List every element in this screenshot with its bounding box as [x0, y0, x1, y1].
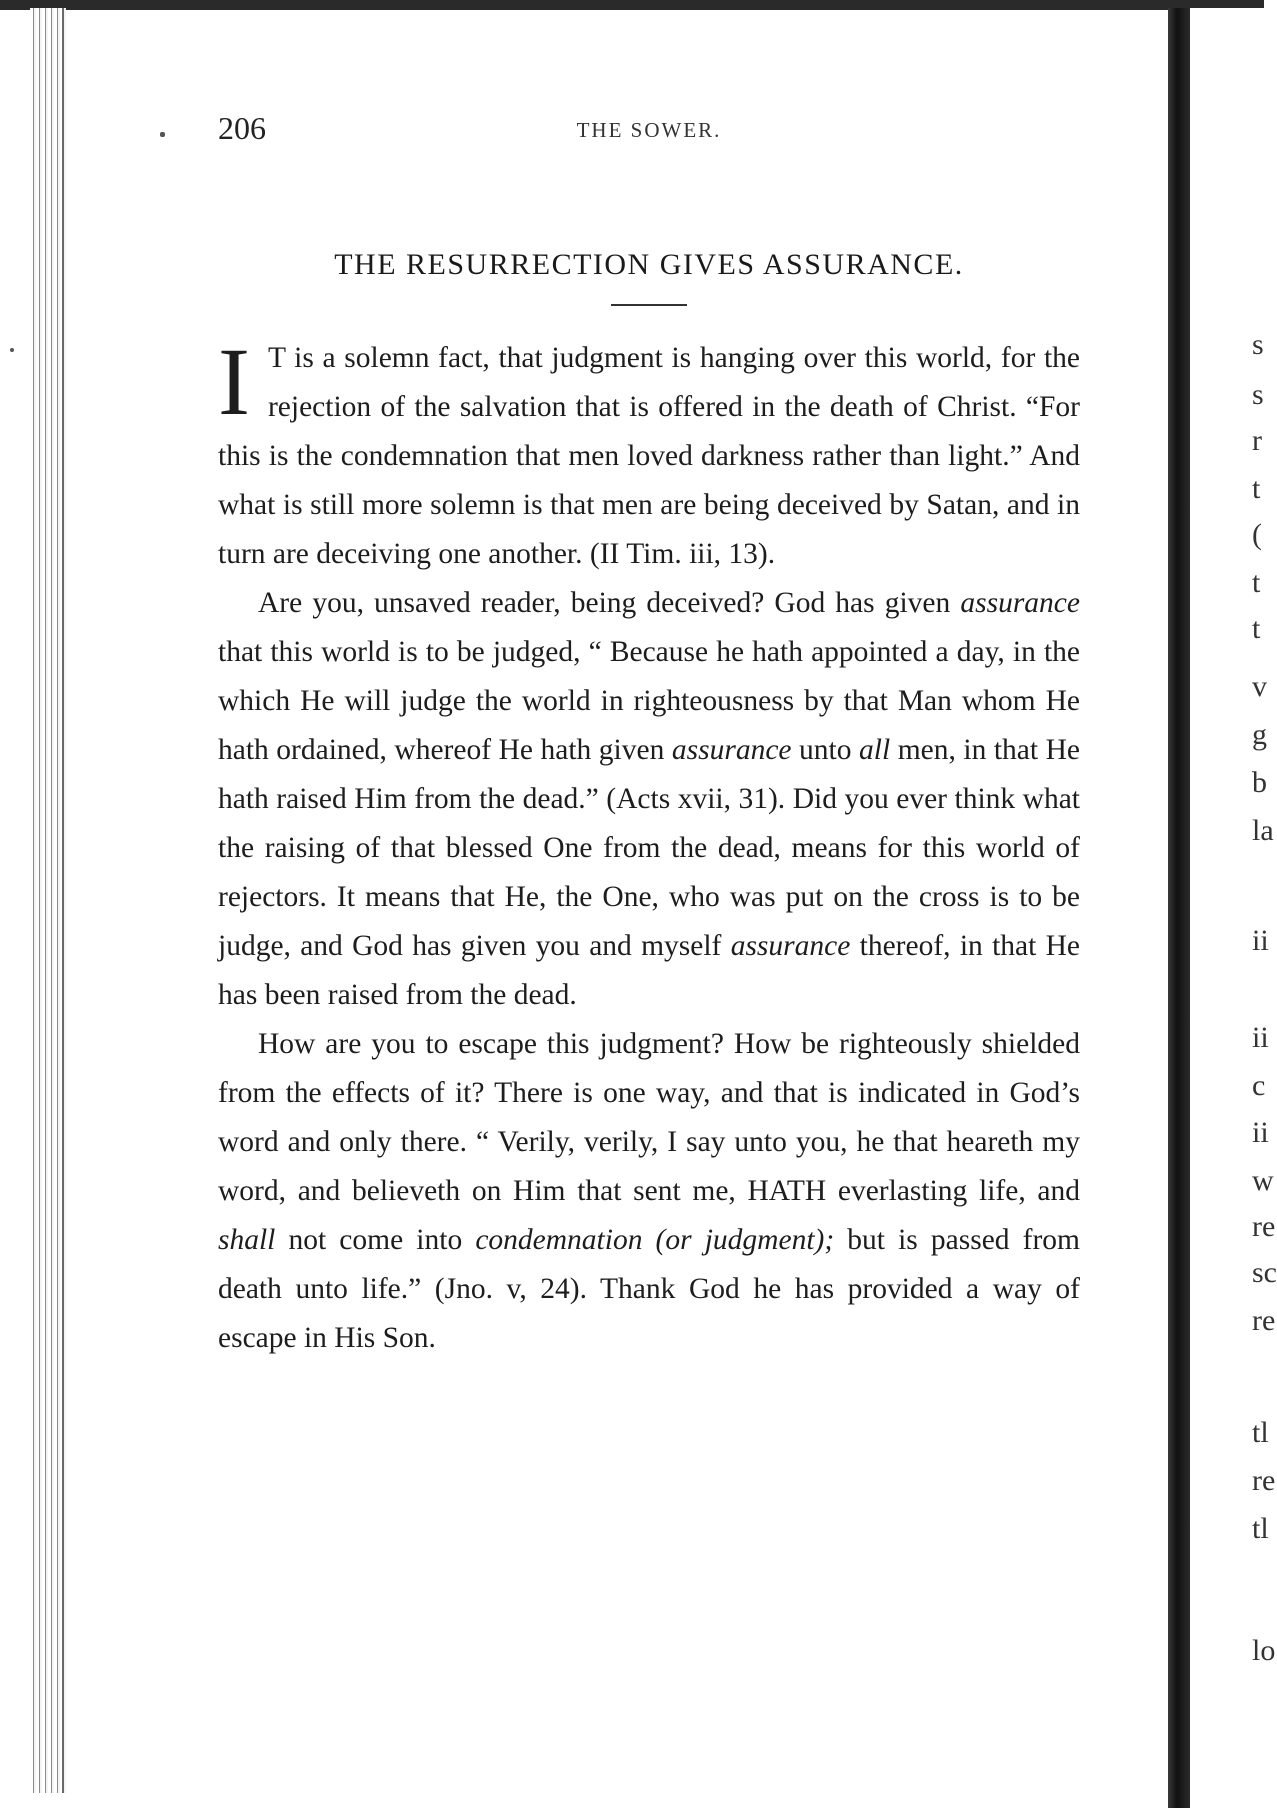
paragraph-2	[218, 579, 1080, 1020]
paragraph-text: but is passed from death unto life.” (Jno. v, 24). Thank God he has provided a way of escape in His Son.	[218, 1224, 1080, 1354]
facing-page-fragment: t	[1252, 612, 1261, 645]
emphasis-text: condemnation (or judgment);	[475, 1224, 835, 1256]
emphasis-text: assurance	[671, 734, 792, 766]
paragraph-text: that this world is to be judged, “ Because he hath appointed a day, in the which He will judge the world in righteousness by that Man whom He hath ordained, whereof He hath given	[218, 636, 1080, 766]
facing-page-fragment: re	[1252, 1210, 1276, 1243]
book-gutter	[1168, 8, 1190, 1808]
facing-page-fragment: sc	[1252, 1256, 1277, 1289]
paragraph-1-text: T is a solemn fact, that judgment is hanging over this world, for the rejection of the salvation that is offered in the death of Christ. “For this is the condemnation that men loved darkness rather than light.” And what is still more solemn is that men are being deceived by Satan, and in turn are deceiving one another. (II Tim. iii, 13).	[218, 342, 1080, 570]
paragraph-text: Are you, unsaved reader, being deceived? God has given	[258, 587, 961, 619]
facing-page-fragment: ii	[1252, 1116, 1269, 1149]
facing-page-fragment: tl	[1252, 1512, 1269, 1545]
facing-page	[1190, 8, 1277, 1808]
emphasis-text: all	[859, 734, 891, 766]
emphasis-text: assurance	[730, 930, 851, 962]
page-number: 206	[218, 110, 266, 146]
facing-page-fragment: la	[1252, 814, 1274, 847]
facing-page-fragment: w	[1252, 1164, 1274, 1197]
facing-page-fragment: re	[1252, 1464, 1276, 1497]
facing-page-fragment: t	[1252, 566, 1261, 599]
scan-speck	[160, 132, 165, 137]
running-title: THE SOWER.	[576, 118, 722, 142]
facing-page-fragment: r	[1252, 424, 1262, 457]
facing-page-fragment: v	[1252, 670, 1267, 703]
facing-page-fragment: ii	[1252, 924, 1269, 957]
paragraph-3	[218, 1020, 1080, 1363]
scan-speck	[10, 348, 14, 352]
facing-page-fragment: re	[1252, 1304, 1276, 1337]
paragraph-text: How are you to escape this judgment? How be righteously shielded from the effects of it? There is one way, and that is indicated in God’s word and only there. “ Verily, verily, I say unto you, he that heareth my word, and believeth on Him that sent me, HATH everlasting life, and	[218, 1028, 1080, 1207]
facing-page-fragment: b	[1252, 766, 1267, 799]
page-edges	[30, 8, 66, 1793]
paragraph-text: unto	[791, 734, 860, 766]
facing-page-fragment: g	[1252, 718, 1267, 751]
emphasis-text: shall	[218, 1224, 276, 1256]
facing-page-fragment: ii	[1252, 1021, 1269, 1054]
emphasis-text: assurance	[960, 587, 1080, 619]
title-rule	[611, 304, 687, 306]
facing-page-fragment: tl	[1252, 1416, 1269, 1449]
facing-page-fragment: lo	[1252, 1634, 1276, 1667]
facing-page-fragment: s	[1252, 378, 1264, 411]
facing-page-fragment: (	[1252, 518, 1262, 551]
running-head	[218, 100, 1080, 160]
facing-page-fragment: s	[1252, 328, 1264, 361]
article-title: THE RESURRECTION GIVES ASSURANCE.	[334, 248, 964, 281]
page-edge-line	[62, 8, 64, 1793]
scan-top-edge	[0, 0, 1264, 10]
facing-page-fragment: c	[1252, 1069, 1266, 1102]
paragraph-text: not come into	[275, 1224, 476, 1256]
facing-page-fragment: t	[1252, 472, 1261, 505]
paragraph-text: thereof, in that He has been raised from the dead.	[218, 930, 1080, 1011]
paragraph-text: men, in that He hath raised Him from the dead.” (Acts xvii, 31). Did you ever think what the raising of that blessed One from the dead, means for this world of rejectors. It means that He, the One, who was put on the cross is to be judge, and God has given you and myself	[218, 734, 1080, 962]
paragraph-1	[218, 328, 1080, 579]
drop-cap: I	[218, 328, 250, 435]
book-page	[218, 100, 1080, 1363]
